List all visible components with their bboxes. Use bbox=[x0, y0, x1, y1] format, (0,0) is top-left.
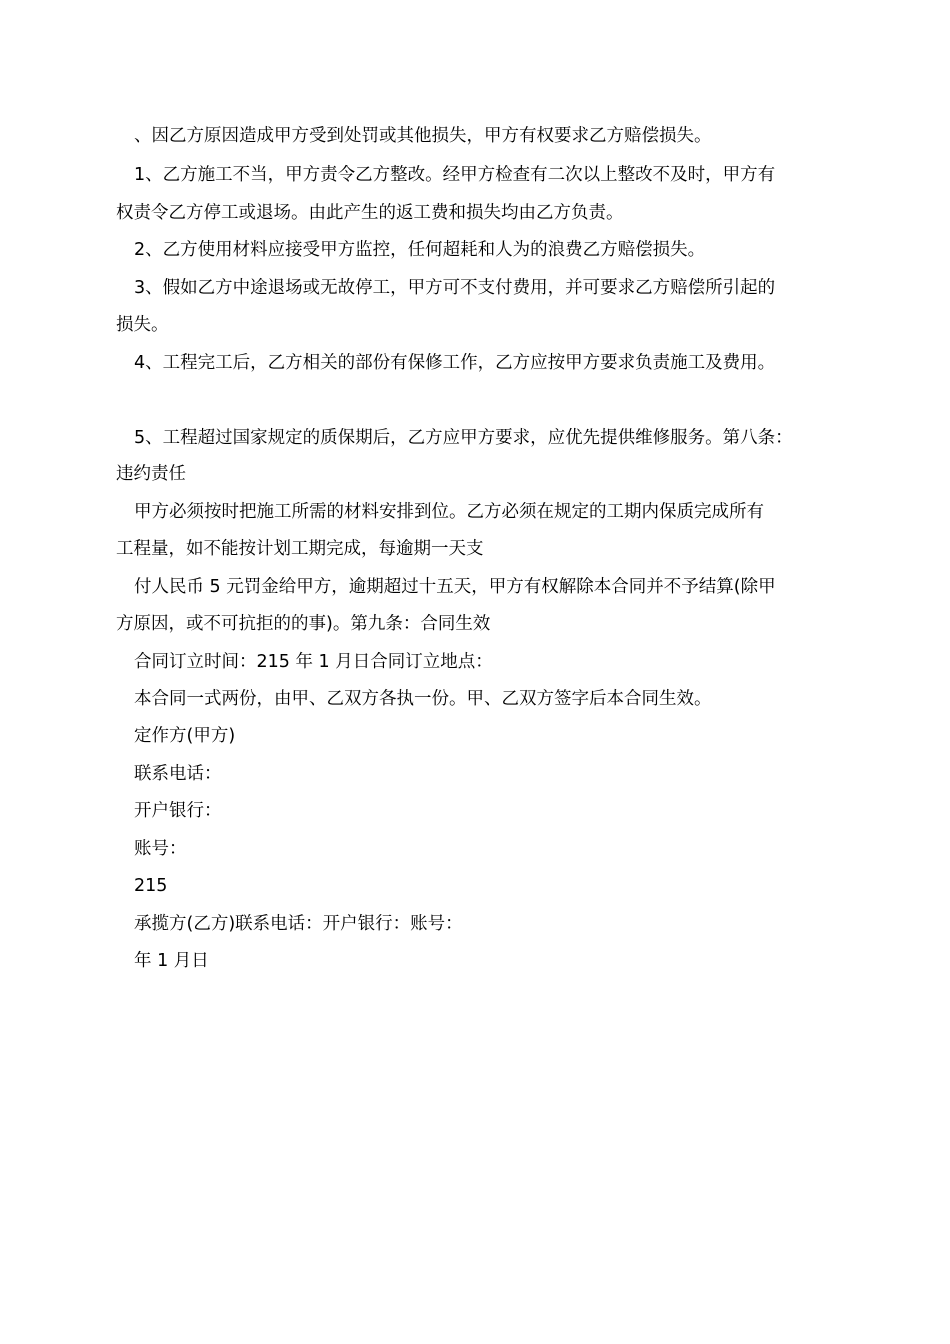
copies-clause: 本合同一式两份，由甲、乙双方各执一份。甲、乙双方签字后本合同生效。 bbox=[134, 689, 712, 709]
section-title-breach: 违约责任 bbox=[116, 464, 186, 484]
clause-1-line-2: 权责令乙方停工或退场。由此产生的返工费和损失均由乙方负责。 bbox=[116, 203, 624, 223]
signing-time-place: 合同订立时间：215 年 1 月日合同订立地点： bbox=[134, 652, 493, 672]
breach-line-4: 方原因，或不可抗拒的的事)。第九条：合同生效 bbox=[116, 614, 491, 634]
date-line: 年 1 月日 bbox=[134, 951, 209, 971]
party-a-label: 定作方(甲方) bbox=[134, 726, 236, 746]
clause-3-line-2: 损失。 bbox=[116, 315, 169, 335]
clause-3-line-1: 3、假如乙方中途退场或无故停工，甲方可不支付费用，并可要求乙方赔偿所引起的 bbox=[134, 278, 776, 298]
clause-2: 2、乙方使用材料应接受甲方监控，任何超耗和人为的浪费乙方赔偿损失。 bbox=[134, 240, 706, 260]
party-a-bank-label: 开户银行： bbox=[134, 801, 222, 821]
party-a-account-label: 账号： bbox=[134, 839, 187, 859]
year-fragment: 215 bbox=[134, 876, 168, 896]
party-a-phone-label: 联系电话： bbox=[134, 764, 222, 784]
clause-1-line-1: 1、乙方施工不当，甲方责令乙方整改。经甲方检查有二次以上整改不及时，甲方有 bbox=[134, 165, 776, 185]
clause-4: 4、工程完工后，乙方相关的部份有保修工作，乙方应按甲方要求负责施工及费用。 bbox=[134, 353, 776, 373]
breach-line-2: 工程量，如不能按计划工期完成，每逾期一天支 bbox=[116, 539, 484, 559]
clause-intro: 、因乙方原因造成甲方受到处罚或其他损失，甲方有权要求乙方赔偿损失。 bbox=[134, 126, 712, 146]
breach-line-3: 付人民币 5 元罚金给甲方，逾期超过十五天，甲方有权解除本合同并不予结算(除甲 bbox=[134, 577, 776, 597]
breach-line-1: 甲方必须按时把施工所需的材料安排到位。乙方必须在规定的工期内保质完成所有 bbox=[134, 502, 764, 522]
party-b-info: 承揽方(乙方)联系电话：开户银行：账号： bbox=[134, 914, 463, 934]
clause-5-line-1: 5、工程超过国家规定的质保期后，乙方应甲方要求，应优先提供维修服务。第八条： bbox=[134, 428, 793, 448]
